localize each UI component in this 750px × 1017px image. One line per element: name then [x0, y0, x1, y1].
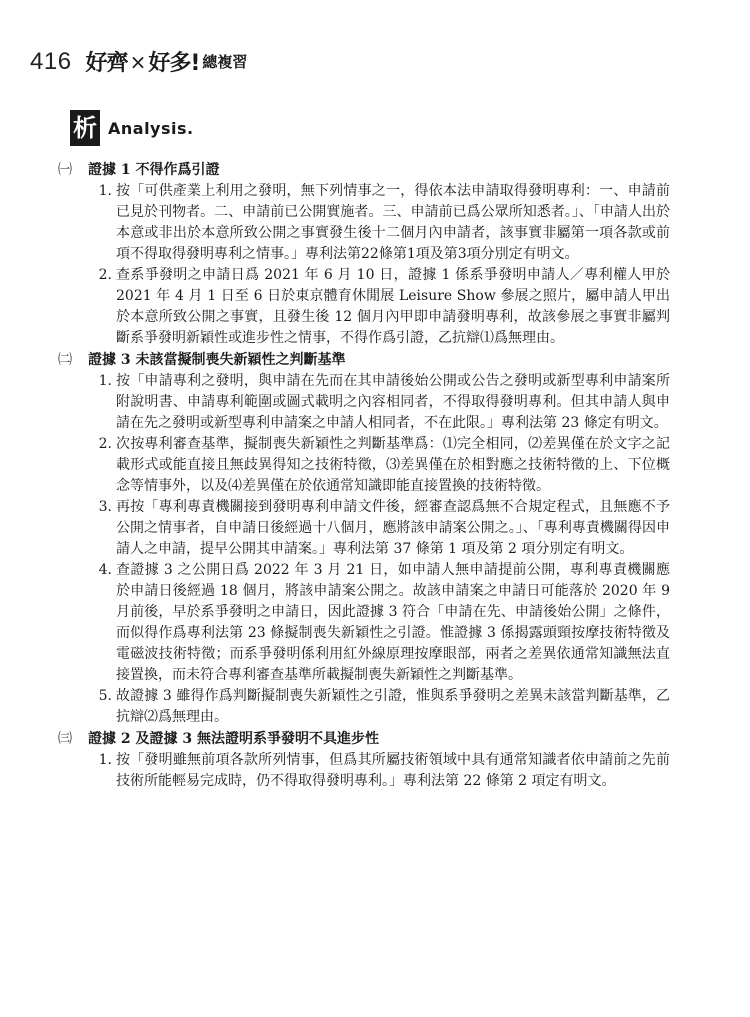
item-number: 4.	[98, 562, 112, 578]
list-item	[58, 497, 670, 560]
brand-logo-part1: 好齊	[85, 51, 128, 76]
section-number: ㈠	[58, 162, 72, 178]
item-text: 故證據 3 雖得作爲判斷擬制喪失新穎性之引證，惟與系爭發明之差異未該當判斷基準，乙抗辯⑵爲無理由。	[116, 688, 670, 725]
item-number: 1.	[98, 752, 112, 768]
page-number: 416	[30, 47, 72, 75]
brand-logo-separator: ×	[129, 49, 147, 74]
list-item	[58, 686, 670, 728]
item-number: 2.	[98, 267, 112, 283]
list-item	[58, 371, 670, 434]
page-header	[30, 46, 247, 77]
list-item	[58, 434, 670, 497]
analysis-icon: 析	[70, 110, 100, 146]
item-text: 再按「專利專責機關接到發明專利申請文件後，經審查認爲無不合規定程式，且無應不予公開之情事者，自申請日後經過十八個月，應將該申請案公開之。」、「專利專責機關得因申請人之申請，提早公開其申請案。」專利法第 37 條第 1 項及第 2 項分別定有明文。	[116, 499, 670, 557]
item-text: 次按專利審查基準，擬制喪失新穎性之判斷基準爲：⑴完全相同，⑵差異僅在於文字之記載形式或能直接且無歧異得知之技術特徵，⑶差異僅在於相對應之技術特徵的上、下位概念等情事外，以及⑷差異僅在於依通常知識即能直接置換的技術特徵。	[116, 436, 670, 494]
section-heading	[58, 349, 670, 371]
list-item	[58, 750, 670, 792]
brand-logo-part3: 總複習	[202, 53, 248, 71]
item-number: 5.	[98, 688, 112, 704]
section-heading	[58, 728, 670, 750]
item-text: 按「申請專利之發明，與申請在先而在其申請後始公開或公告之發明或新型專利申請案所附說明書、申請專利範圍或圖式載明之內容相同者，不得取得發明專利。但其申請人與申請在先之發明或新型專利申請案之申請人相同者，不在此限。」專利法第 23 條定有明文。	[116, 373, 670, 431]
item-number: 3.	[98, 499, 112, 515]
list-item	[58, 265, 670, 349]
section-title: 證據 2 及證據 3 無法證明系爭發明不具進步性	[88, 731, 379, 747]
section-number: ㈢	[58, 731, 72, 747]
brand-logo-part2: 好多!	[148, 51, 200, 76]
item-text: 按「可供產業上利用之發明，無下列情事之一，得依本法申請取得發明專利：一、申請前已見於刊物者。二、申請前已公開實施者。三、申請前已爲公眾所知悉者。」、「申請人出於本意或非出於本意所致公開之事實發生後十二個月內申請者，該事實非屬第一項各款或前項不得取得發明專利之情事。」專利法第22條第1項及第3項分別定有明文。	[116, 183, 670, 262]
section-title: 證據 1 不得作爲引證	[88, 162, 220, 178]
item-text: 按「發明雖無前項各款所列情事，但爲其所屬技術領域中具有通常知識者依申請前之先前技術所能輕易完成時，仍不得取得發明專利。」專利法第 22 條第 2 項定有明文。	[116, 752, 670, 789]
section-title: 證據 3 未該當擬制喪失新穎性之判斷基準	[88, 352, 346, 368]
item-number: 1.	[98, 373, 112, 389]
item-number: 2.	[98, 436, 112, 452]
list-item	[58, 560, 670, 686]
item-number: 1.	[98, 183, 112, 199]
section-heading	[58, 159, 670, 181]
analysis-content	[58, 159, 670, 792]
item-text: 查證據 3 之公開日爲 2022 年 3 月 21 日，如申請人無申請提前公開，專利專責機關應於申請日後經過 18 個月，將該申請案公開之。故該申請案之申請日可能落於 2020 年 9 月前後，早於系爭發明之申請日，因此證據 3 符合「申請在先、申請後始公開」之條件，而似得作爲專利法第 23 條擬制喪失新穎性之引證。惟證據 3 係揭露頭頸按摩技術特徵及電磁波技術特徵；而系爭發明係利用紅外線原理按摩眼部，兩者之差異依通常知識無法直接置換，而未符合專利審查基準所載擬制喪失新穎性之判斷基準。	[116, 562, 670, 683]
list-item	[58, 181, 670, 265]
section-number: ㈡	[58, 352, 72, 368]
analysis-label: Analysis.	[108, 118, 194, 138]
item-text: 查系爭發明之申請日爲 2021 年 6 月 10 日，證據 1 係系爭發明申請人／專利權人甲於 2021 年 4 月 1 日至 6 日於東京體育休閒展 Leisure Show 參展之照片，屬申請人甲出於本意所致公開之事實，且發生後 12 個月內甲即申請發明專利，故該參展之事實非屬判斷系爭發明新穎性或進步性之情事，不得作爲引證，乙抗辯⑴爲無理由。	[116, 267, 670, 346]
analysis-heading	[70, 110, 194, 146]
